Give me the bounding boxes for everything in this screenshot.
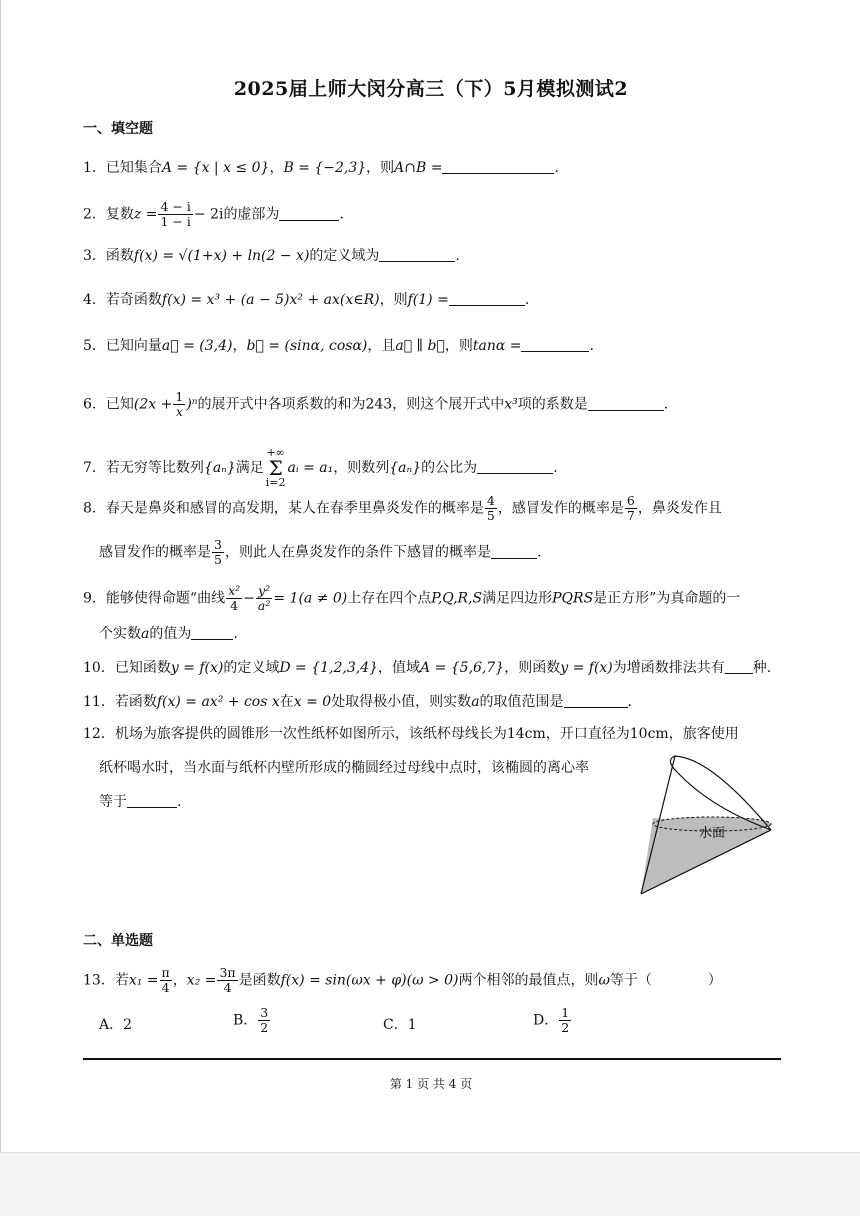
question-6: 6．已知(2x + $\frac{1}{x}$ )ⁿ的展开式中各项系数的和为243，则这个展开式中x³项的系数是 . (83, 389, 669, 419)
answer-blank[interactable] (449, 291, 525, 306)
question-9: 9．能够使得命题“曲线 $\frac{\text{x²}}{4}$ − $\frac{\text{y²}}{\text{a²}}$ = 1(a ≠ 0)上存在四个点P,Q,R,S满足四边形PQRS是正方形”为真命题的一 (83, 583, 741, 613)
fraction: $\frac{3}{5}$ (214, 537, 222, 567)
answer-blank[interactable] (279, 206, 339, 221)
fraction: $\frac{\text{x²}}{4}$ (228, 583, 241, 613)
fraction: $\frac{\pi}{4}$ (161, 965, 170, 995)
option-c[interactable]: C．1 (383, 1017, 417, 1033)
answer-blank[interactable] (127, 793, 177, 808)
question-12-line-2: 纸杯喝水时，当水面与纸杯内壁所形成的椭圆经过母线中点时，该椭圆的离心率 (99, 760, 589, 776)
fraction: $\frac{3}{2}$ (260, 1005, 269, 1035)
question-13: 13．若x₁ = $\frac{\pi}{4}$ ，x₂ = $\frac{3\pi}{4}$ 是函数f(x) = sin(ωx + φ)(ω > 0)两个相邻的最值点，则ω等于（ ） (83, 965, 722, 995)
question-1: 1．已知集合A = {x | x ≤ 0}，B = {−2,3}，则A∩B = . (83, 160, 559, 176)
question-5: 5．已知向量a⃗ = (3,4)，b⃗ = (sinα, cosα)，且a⃗ ∥ b⃗，则tanα = . (83, 338, 594, 354)
question-3: 3．函数f(x) = √(1+x) + ln(2 − x)的定义域为 . (83, 248, 460, 264)
set-a: A = {x | x ≤ 0} (161, 160, 270, 176)
answer-blank[interactable] (725, 659, 753, 674)
question-8: 8．春天是鼻炎和感冒的高发期，某人在春季里鼻炎发作的概率是 $\frac{4}{5}$ ，感冒发作的概率是 $\frac{6}{7}$ ，鼻炎发作且 (83, 493, 722, 523)
page-title: 2025届上师大闵分高三（下）5月模拟测试2 (233, 78, 629, 100)
answer-blank[interactable] (442, 159, 554, 174)
answer-blank[interactable] (477, 459, 553, 474)
set-b: B = {−2,3} (283, 160, 367, 176)
answer-blank[interactable] (191, 625, 233, 640)
question-11: 11．若函数f(x) = ax² + cos x在x = 0处取得极小值，则实数a的取值范围是 . (83, 694, 632, 710)
question-12-line-3: 等于 . (99, 794, 182, 810)
fraction: $\frac{3\pi}{4}$ (219, 965, 236, 995)
water-surface-label: 水面 (699, 826, 726, 841)
section-single-choice: 二、单选题 (83, 933, 153, 949)
viewer-background (0, 1152, 860, 1216)
fraction: $\frac{4}{5}$ (486, 493, 495, 523)
cone-cup-figure (631, 748, 781, 900)
fraction: $\frac{1}{2}$ (561, 1005, 570, 1035)
fraction: $\frac{6}{7}$ (626, 493, 635, 523)
section-fill-in: 一、填空题 (83, 121, 153, 137)
fraction: $\frac{1}{x}$ (175, 389, 184, 419)
question-10: 10．已知函数y = f(x)的定义域D = {1,2,3,4}，值域A = {5,6,7}，则函数y = f(x)为增函数排法共有 种. (83, 660, 772, 676)
answer-blank[interactable] (521, 337, 589, 352)
option-a[interactable]: A．2 (99, 1017, 133, 1033)
question-8-line-2: 感冒发作的概率是 $\frac{3}{5}$ ，则此人在鼻炎发作的条件下感冒的概率是 . (99, 537, 542, 567)
page-footer: 第 1 页 共 4 页 (389, 1077, 473, 1091)
option-b[interactable]: B． $\frac{3}{2}$ (233, 1005, 269, 1035)
question-4: 4．若奇函数f(x) = x³ + (a − 5)x² + ax(x∈R)，则f(1) = . (83, 292, 530, 308)
summation-symbol: +∞ Σ i=2 (265, 446, 286, 489)
answer-blank[interactable] (491, 544, 537, 559)
answer-blank[interactable] (379, 247, 455, 262)
fraction: $\frac{\text{y²}}{\text{a²}}$ (257, 583, 271, 613)
answer-blank[interactable] (564, 693, 628, 708)
question-9-line-2: 个实数a的值为 . (99, 626, 238, 642)
question-7: 7．若无穷等比数列{aₙ}满足+∞ Σ i=2aᵢ = a₁，则数列{aₙ}的公比为 . (83, 446, 558, 489)
option-d[interactable]: D． $\frac{1}{2}$ (533, 1005, 570, 1035)
answer-blank[interactable] (588, 396, 664, 411)
question-12: 12．机场为旅客提供的圆锥形一次性纸杯如图所示，该纸杯母线长为14cm，开口直径为10cm，旅客使用 (83, 726, 739, 742)
fraction: $\frac{4 - i}{1 - i}$ (160, 199, 191, 229)
footer-divider (83, 1058, 781, 1060)
question-2: 2．复数z = $\frac{4 - i}{1 - i}$ − 2i的虚部为 . (83, 199, 344, 229)
